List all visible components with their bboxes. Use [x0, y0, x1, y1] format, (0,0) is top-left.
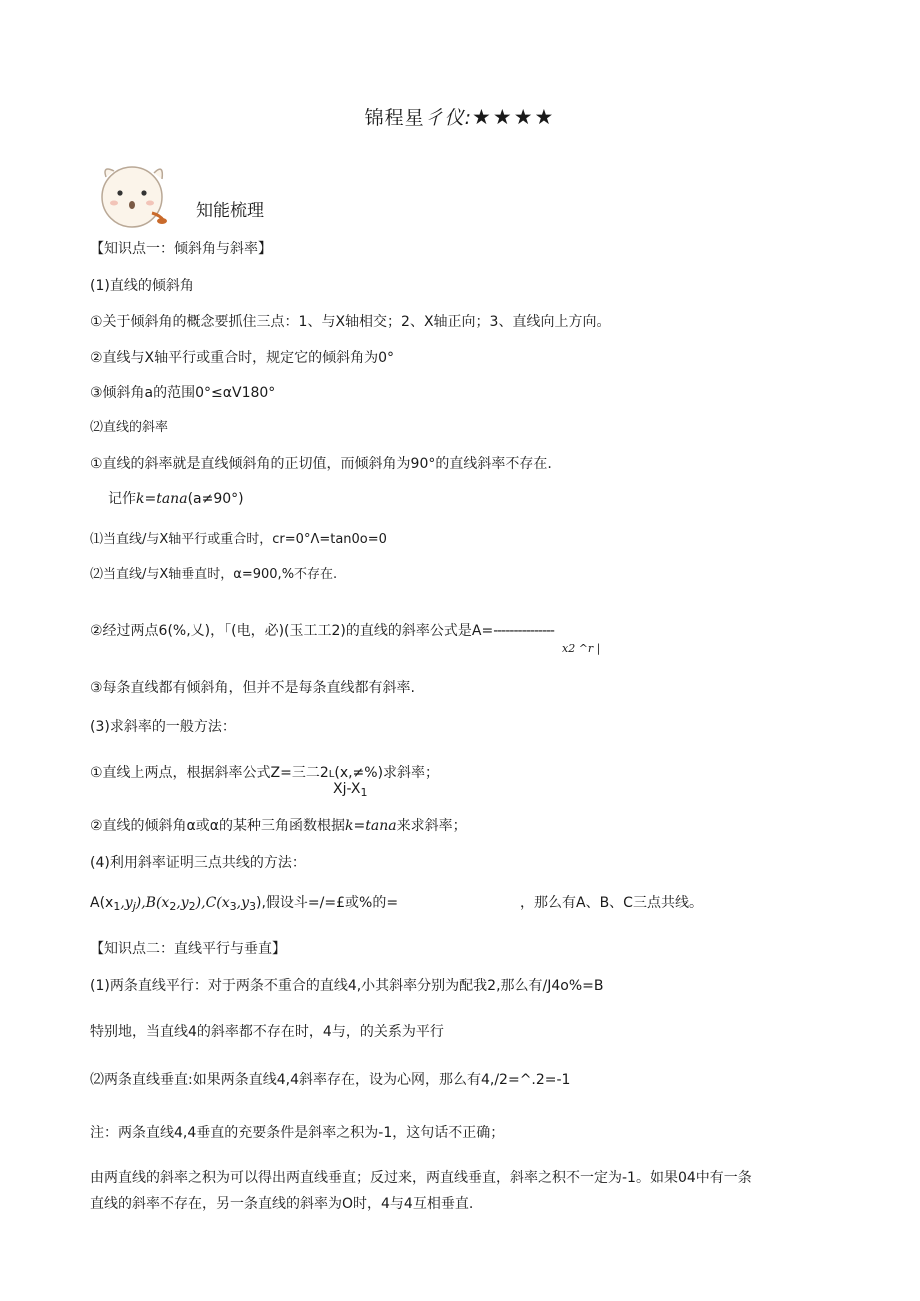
formula-fragment: ,y: [120, 895, 133, 911]
subscript: j: [132, 900, 136, 913]
fraction-denominator: [333, 781, 367, 797]
text-fragment: 记作: [108, 491, 136, 507]
text-fragment: (x,≠%)求斜率；: [334, 765, 440, 781]
text-fragment: Xj-X: [333, 781, 361, 797]
formula-fragment: k=tana: [136, 491, 188, 507]
formula-fragment: k=tana: [345, 818, 397, 834]
subscript: 3: [249, 900, 257, 913]
text-fragment: ②经过两点6(%,乂)，「(电，必)(玉工工2)的直线的斜率公式是A=: [90, 623, 494, 639]
text-fragment: L: [328, 769, 335, 780]
text-line: (1)两条直线平行：对于两条不重合的直线4,小其斜率分别为配我2,那么有/J4o%=B: [90, 978, 604, 994]
text-line: ①关于倾斜角的概念要抓住三点：1、与X轴相交；2、X轴正向；3、直线向上方向。: [90, 314, 611, 330]
subscript: 2: [188, 900, 196, 913]
text-line: ，那么有A、B、C三点共线。: [520, 895, 703, 911]
text-line: 特别地，当直线4的斜率都不存在时，4与，的关系为平行: [90, 1024, 444, 1040]
knowledge-point-2-heading: 【知识点二：直线平行与垂直】: [90, 941, 286, 957]
text-line: [90, 817, 467, 835]
text-fragment: ①直线上两点，根据斜率公式Z=三二2: [90, 765, 329, 781]
text-line: 直线的斜率不存在，另一条直线的斜率为O时，4与4互相垂直.: [90, 1196, 474, 1212]
text-line: ⑵当直线/与X轴垂直时，α=900,%不存在.: [90, 567, 338, 582]
text-line: ②直线与X轴平行或重合时，规定它的倾斜角为0°: [90, 350, 395, 366]
subscript: 3: [229, 900, 237, 913]
text-line: (1)直线的倾斜角: [90, 278, 194, 294]
text-line: [90, 764, 439, 784]
title-prefix: 锦程星: [364, 107, 425, 129]
text-line: 注：两条直线4,4垂直的充要条件是斜率之积为-1，这句话不正确；: [90, 1125, 505, 1141]
collinear-condition-line: [90, 894, 398, 913]
subscript: 2: [169, 900, 177, 913]
text-line: (4)利用斜率证明三点共线的方法：: [90, 855, 306, 871]
title-italic: 彳仪:: [424, 107, 473, 129]
fraction-denominator: x2 ^r |: [562, 642, 601, 655]
formula-fragment: ),C(x: [195, 895, 230, 911]
text-line: ⑴当直线/与X轴平行或重合时，cr=0°Λ=tan0o=0: [90, 532, 387, 547]
text-line: [108, 490, 244, 508]
difficulty-stars: ★★★★: [472, 105, 556, 129]
text-fragment: ②直线的倾斜角α或α的某种三角函数根据: [90, 818, 346, 834]
text-line: [90, 622, 554, 640]
text-line: (3)求斜率的一般方法：: [90, 719, 236, 735]
subscript: 1: [113, 900, 121, 913]
formula-fragment: ,y: [176, 895, 189, 911]
text-line: ⑵直线的斜率: [90, 420, 169, 435]
text-fragment: (a≠90°): [187, 491, 244, 507]
formula-fragment: ),B(x: [135, 895, 170, 911]
subscript: 1: [360, 786, 368, 799]
knowledge-point-1-heading: 【知识点一：倾斜角与斜率】: [90, 241, 272, 257]
text-line: ③倾斜角a的范围0°≤αV180°: [90, 385, 276, 401]
text-fragment: ),假设斗=/=£或%的=: [256, 895, 399, 911]
text-line: ⑵两条直线垂直:如果两条直线4,4斜率存在，设为心网，那么有4,/2=^.2=-1: [90, 1072, 571, 1088]
text-line: 由两直线的斜率之积为可以得出两直线垂直；反过来，两直线垂直，斜率之积不一定为-1。如果04中有一条: [90, 1170, 752, 1186]
text-fragment: A(x: [90, 895, 114, 911]
text-fragment: 来求斜率；: [396, 818, 467, 834]
text-line: ①直线的斜率就是直线倾斜角的正切值，而倾斜角为90°的直线斜率不存在.: [90, 456, 552, 472]
section-heading: 知能梳理: [196, 201, 264, 221]
fraction-bar: ---------------: [493, 623, 554, 639]
page-title: [0, 103, 920, 130]
text-line: ③每条直线都有倾斜角，但并不是每条直线都有斜率.: [90, 680, 415, 696]
formula-fragment: ,y: [236, 895, 250, 911]
cartoon-mascot-icon: [92, 155, 172, 235]
